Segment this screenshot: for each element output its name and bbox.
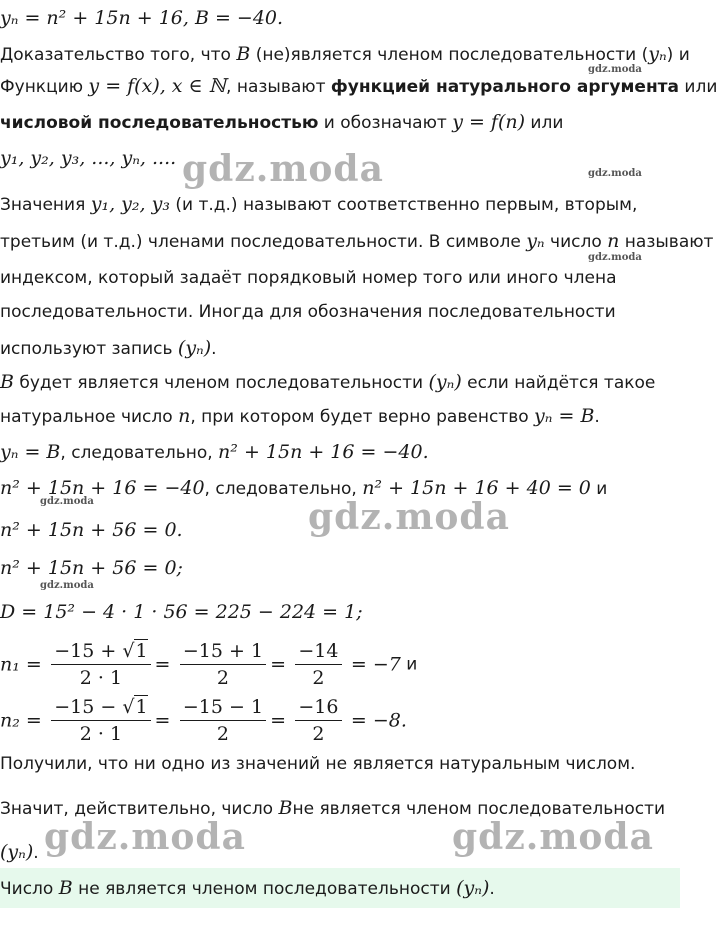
discriminant-line: D = 15² − 4 · 1 · 56 = 225 − 224 = 1;: [0, 601, 363, 623]
watermark-big: gdz.moda: [308, 496, 510, 538]
text-part: , следовательно,: [60, 443, 219, 463]
fraction-3: [295, 640, 341, 689]
sequence-notation: y₁, y₂, y₃, ..., yₙ, ....: [0, 147, 177, 169]
text-part: , следовательно,: [204, 479, 363, 499]
rhs: = −8.: [350, 709, 407, 732]
formula: (yₙ): [456, 877, 490, 899]
numerator: −15 −: [54, 696, 123, 718]
text-part: будет является членом последовательности: [13, 373, 429, 393]
radicand: 1: [135, 696, 148, 718]
text-part: Доказательство того, что: [0, 45, 237, 65]
term-sequence: числовой последовательностью: [0, 113, 319, 133]
formula: y = f(x), x ∈ ℕ: [88, 75, 227, 97]
text-part: .: [33, 843, 39, 863]
radicand: 1: [135, 640, 148, 662]
conclusion-line-3: [0, 840, 39, 865]
proof-intro: [0, 42, 690, 67]
denominator: 2 · 1: [79, 667, 123, 689]
text-part: .: [489, 879, 495, 899]
fraction-1: $\frac{-15 + √1}{2 \cdot 1}$: [51, 640, 150, 689]
formula: y₁, y₂, y₃: [90, 193, 170, 215]
text-part: и: [400, 654, 418, 675]
numerator: −14: [295, 640, 341, 665]
var-b: B: [58, 877, 73, 899]
answer-box: [0, 868, 680, 908]
formula: n² + 15n + 16 + 40 = 0: [362, 477, 591, 499]
condition-line-2: [0, 404, 600, 429]
text-part: Функцию: [0, 77, 89, 97]
watermark-small: gdz.moda: [40, 580, 94, 591]
term-natural-argument: функцией натурального аргумента: [330, 77, 680, 97]
text-part: не является членом последовательности: [292, 799, 666, 819]
denominator: 2 · 1: [79, 723, 123, 745]
formula: y = f(n): [452, 111, 526, 133]
denominator: 2: [216, 723, 230, 745]
definition-line-2: [0, 110, 563, 135]
formula: yₙ = B: [0, 441, 61, 463]
text-part: или: [679, 77, 717, 97]
text-part: , при котором будет верно равенство: [190, 407, 535, 427]
root-n2: n₂ = $\frac{-15 - √1}{2 \cdot 1}$ = $\frac{-15 - 1}{2}$ = $\frac{-16}{2}$ = −8.: [0, 696, 407, 745]
fraction-2: [180, 696, 266, 745]
var-b: B: [278, 797, 293, 819]
numerator: −15 + 1: [180, 640, 266, 665]
text-part: ) и: [666, 45, 690, 65]
fraction-2: [180, 640, 266, 689]
watermark-small: gdz.moda: [40, 496, 94, 507]
denominator: 2: [312, 723, 325, 745]
text-part: натуральное число: [0, 407, 179, 427]
text-part: используют запись: [0, 339, 178, 359]
watermark-big: gdz.moda: [44, 816, 246, 858]
members-line: [0, 229, 713, 254]
equation-line-3: n² + 15n + 56 = 0.: [0, 519, 183, 541]
notation-line: последовательности. Иногда для обозначения последовательности: [0, 302, 616, 322]
var-yn: yₙ: [648, 43, 667, 65]
var-n: n: [178, 405, 191, 427]
text-part: Значения: [0, 195, 91, 215]
var-b: B: [236, 43, 251, 65]
text-part: , называют: [226, 77, 331, 97]
var-n: n: [607, 230, 620, 252]
watermark-small: gdz.moda: [588, 252, 642, 263]
watermark-small: gdz.moda: [588, 64, 642, 75]
text-part: и обозначают: [318, 113, 453, 133]
index-line: индексом, который задаёт порядковый номер того или иного члена: [0, 268, 617, 288]
text-part: число: [544, 232, 608, 252]
equation-line-1: [0, 440, 429, 465]
text-part: (и т.д.) называют соответственно первым, вторым,: [169, 195, 638, 215]
watermark-small: gdz.moda: [588, 168, 642, 179]
numerator: −15 +: [54, 640, 123, 662]
text-part: .: [594, 407, 600, 427]
text-part: Число: [0, 879, 59, 899]
denominator: 2: [216, 667, 230, 689]
given-formula: yₙ = n² + 15n + 16, B = −40.: [0, 7, 284, 29]
text-part: если найдётся такое: [461, 373, 656, 393]
var-b: B: [0, 371, 14, 393]
conclusion-line-1: Получили, что ни одно из значений не является натуральным числом.: [0, 754, 636, 774]
formula: yₙ = B: [534, 405, 595, 427]
watermark-big: gdz.moda: [452, 816, 654, 858]
fraction-3: [295, 696, 341, 745]
numerator: −15 − 1: [180, 696, 266, 721]
formula: (yₙ): [0, 841, 34, 863]
record-line: [0, 336, 217, 361]
values-line: [0, 192, 637, 217]
rhs: = −7: [350, 653, 401, 676]
condition-line-1: [0, 370, 655, 395]
text-part: не является членом последовательности: [72, 879, 457, 899]
text-part: .: [211, 339, 217, 359]
text-part: или: [525, 113, 564, 133]
answer-text: [0, 876, 495, 901]
root-n1: n₁ = $\frac{-15 + √1}{2 \cdot 1}$ = $\frac{-15 + 1}{2}$ = $\frac{-14}{2}$ = −7 и: [0, 640, 418, 689]
formula: (yₙ): [428, 371, 462, 393]
fraction-1: $\frac{-15 - √1}{2 \cdot 1}$: [51, 696, 150, 745]
formula: n² + 15n + 16 = −40.: [218, 441, 429, 463]
text-part: третьим (и т.д.) членами последовательности. В символе: [0, 232, 527, 252]
definition-line-1: [0, 74, 717, 99]
lhs: n₂ =: [0, 709, 42, 732]
lhs: n₁ =: [0, 653, 42, 676]
text-part: Значит, действительно, число: [0, 799, 279, 819]
formula: n² + 15n + 16 = −40: [0, 477, 205, 499]
denominator: 2: [312, 667, 325, 689]
text-part: называют: [619, 232, 714, 252]
watermark-big: gdz.moda: [182, 148, 384, 190]
numerator: −16: [295, 696, 341, 721]
formula: (yₙ): [177, 337, 212, 359]
var-yn: yₙ: [526, 230, 545, 252]
text-part: (не)является членом последовательности (: [250, 45, 649, 65]
equation-line-4: n² + 15n + 56 = 0;: [0, 557, 183, 579]
text-part: и: [590, 479, 608, 499]
